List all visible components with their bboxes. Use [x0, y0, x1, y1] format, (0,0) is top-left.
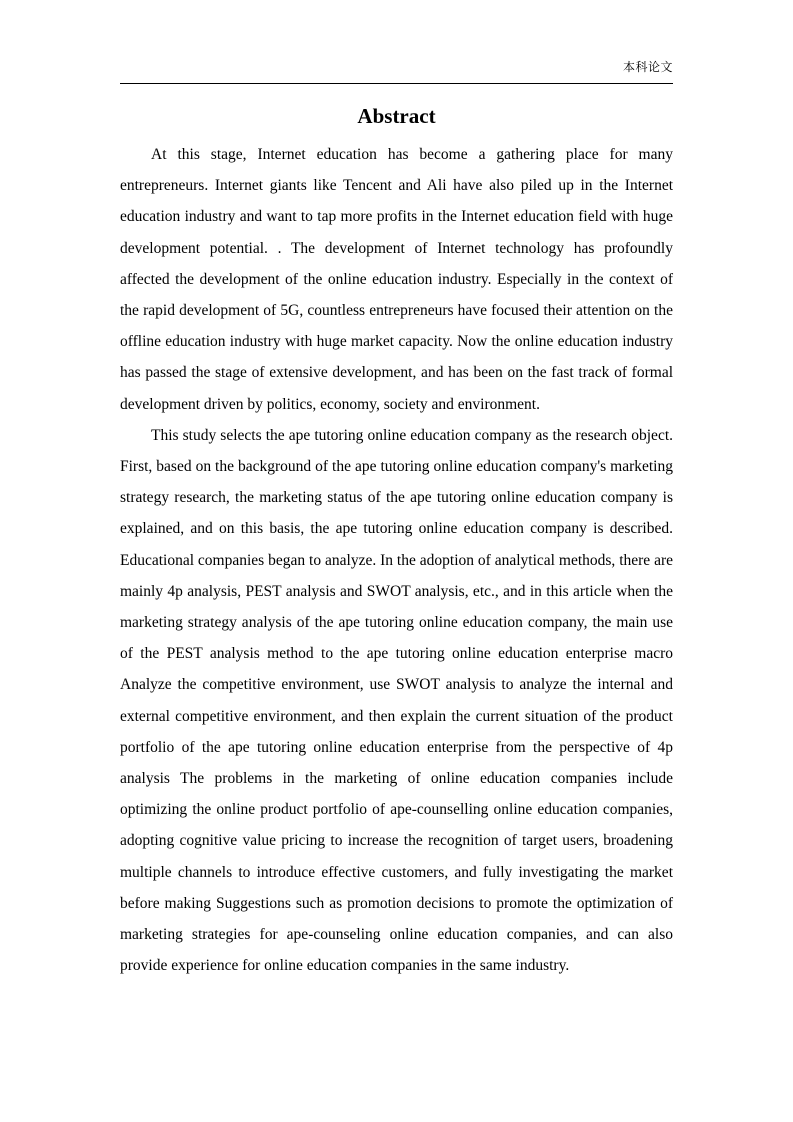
page-header: 本科论文 — [622, 60, 673, 74]
abstract-paragraph-2: This study selects the ape tutoring online education company as the research object. First, based on the background of the ape tutoring online education company's marketing strategy research, the marketing status of the ape tutoring online education company is explained, and on this basis, the ape tutoring online education company is described. Educational companies began to analyze. In the adoption of analytical methods, there are mainly 4p analysis, PEST analysis and SWOT analysis, etc., and in this article when the marketing strategy analysis of the ape tutoring online education company, the main use of the PEST analysis method to the ape tutoring online education enterprise macro Analyze the competitive environment, use SWOT analysis to analyze the internal and external competitive environment, and then explain the current situation of the product portfolio of the ape tutoring online education enterprise from the perspective of 4p analysis The problems in the marketing of online education companies include optimizing the online product portfolio of ape-counselling online education companies, adopting cognitive value pricing to increase the recognition of target users, broadening multiple channels to introduce effective customers, and fully investigating the market before making Suggestions such as promotion decisions to promote the optimization of marketing strategies for ape-counseling online education companies, and can also provide experience for online education companies in the same industry. — [120, 426, 673, 975]
abstract-paragraph-1: At this stage, Internet education has become a gathering place for many entrepreneurs. Internet giants like Tencent and Ali have also piled up in the Internet education industry and want to tap more profits in the Internet education field with huge development potential. . The development of Internet technology has profoundly affected the development of the online education industry. Especially in the context of the rapid development of 5G, countless entrepreneurs have focused their attention on the offline education industry with huge market capacity. Now the online education industry has passed the stage of extensive development, and has been on the fast track of formal development driven by politics, economy, society and environment. — [120, 146, 673, 413]
header-rule — [120, 83, 673, 84]
abstract-title: Abstract — [357, 104, 436, 128]
abstract-body — [120, 139, 673, 981]
